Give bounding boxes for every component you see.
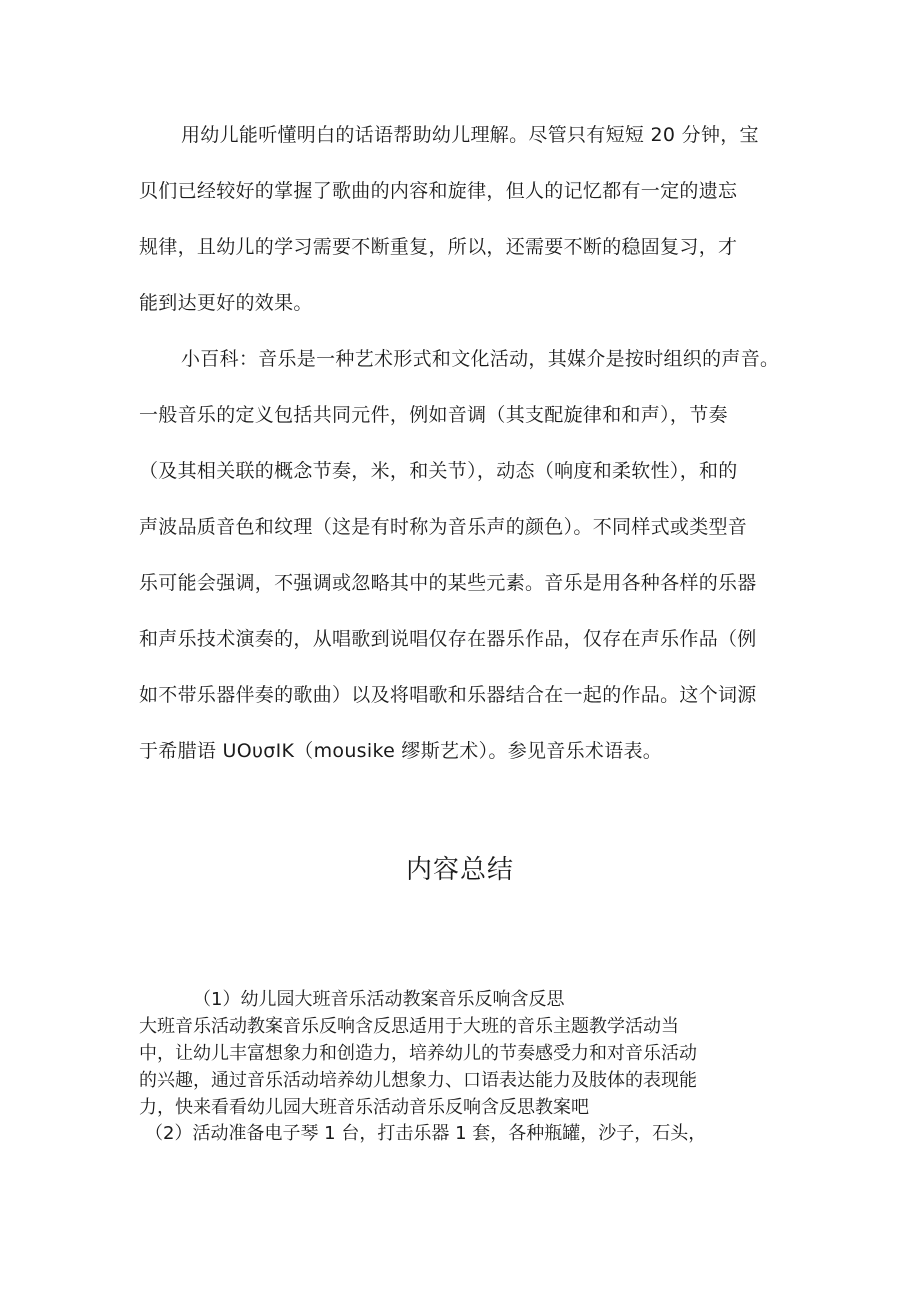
paragraph-line: 和声乐技术演奏的，从唱歌到说唱仅存在器乐作品，仅存在声乐作品（例 <box>139 628 757 650</box>
paragraph-line: 规律，且幼儿的学习需要不断重复，所以，还需要不断的稳固复习，才 <box>139 236 738 258</box>
paragraph-line: （及其相关联的概念节奏，米，和关节），动态（响度和柔软性），和的 <box>139 460 738 482</box>
paragraph-line: 贝们已经较好的掌握了歌曲的内容和旋律，但人的记忆都有一定的遗忘 <box>139 180 738 202</box>
paragraph-line: 小百科：音乐是一种艺术形式和文化活动，其媒介是按时组织的声音。 <box>181 348 780 370</box>
summary-line: 力，快来看看幼儿园大班音乐活动音乐反响含反思教案吧 <box>139 1097 589 1118</box>
paragraph-line: 乐可能会强调，不强调或忽略其中的某些元素。音乐是用各种各样的乐器 <box>139 572 757 594</box>
summary-line: 大班音乐活动教案音乐反响含反思适用于大班的音乐主题教学活动当 <box>139 1016 679 1037</box>
paragraph-line: 如不带乐器伴奏的歌曲）以及将唱歌和乐器结合在一起的作品。这个词源 <box>139 684 757 706</box>
paragraph-line: 一般音乐的定义包括共同元件，例如音调（其支配旋律和和声），节奏 <box>139 404 728 426</box>
paragraph-line: 用幼儿能听懂明白的话语帮助幼儿理解。尽管只有短短 20 分钟，宝 <box>181 124 759 146</box>
summary-line: 的兴趣，通过音乐活动培养幼儿想象力、口语表达能力及肢体的表现能 <box>139 1070 697 1091</box>
paragraph-line: 于希腊语 UOυσIK（mousike 缪斯艺术）。参见音乐术语表。 <box>139 740 663 762</box>
summary-line: （2）活动准备电子琴 1 台，打击乐器 1 套，各种瓶罐，沙子，石头， <box>145 1123 707 1144</box>
summary-line: 中，让幼儿丰富想象力和创造力，培养幼儿的节奏感受力和对音乐活动 <box>139 1043 697 1064</box>
paragraph-line: 能到达更好的效果。 <box>139 292 313 314</box>
paragraph-line: 声波品质音色和纹理（这是有时称为音乐声的颜色）。不同样式或类型音 <box>139 516 748 538</box>
summary-line: （1）幼儿园大班音乐活动教案音乐反响含反思 <box>193 989 565 1010</box>
summary-title: 内容总结 <box>405 855 514 885</box>
